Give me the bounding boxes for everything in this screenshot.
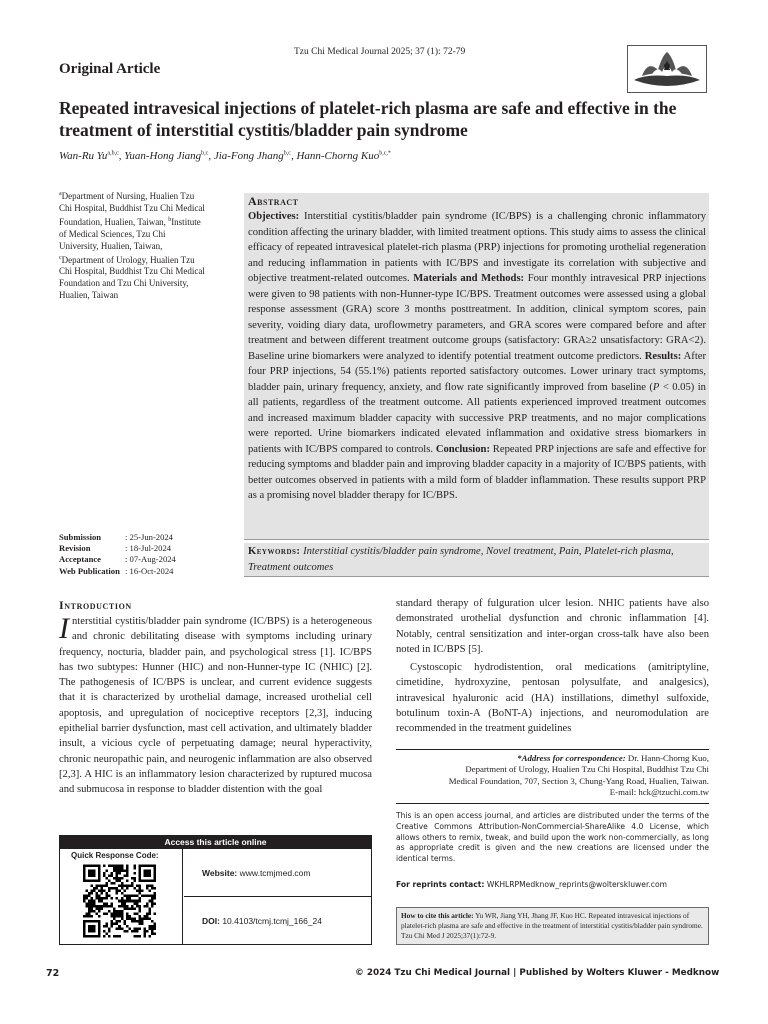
results-p-symbol: P bbox=[652, 381, 660, 393]
date-label: Submission bbox=[59, 532, 102, 542]
reprints-label: For reprints contact: bbox=[396, 880, 485, 889]
website-label: Website: bbox=[202, 868, 238, 878]
date-value: : 07-Aug-2024 bbox=[125, 554, 176, 565]
results-text-b: < 0.05) in all patients, regardless of the treatment outcome. All patients experienced improved treatment outcomes and increased maximum bladder capacity with successive PRP treatments, and no major complications were reported. Urine biomarkers indicated elevated inflammation and oxidative stress biomarkers in patients with IC/BPS compared to controls. bbox=[248, 381, 706, 455]
access-online-box bbox=[59, 835, 372, 945]
correspondence-name: Dr. Hann-Chorng Kuo, bbox=[625, 753, 709, 763]
qr-code-icon[interactable] bbox=[83, 864, 156, 938]
objectives-text: Interstitial cystitis/bladder pain syndrome (IC/BPS) is a challenging chronic inflammatory condition affecting the urinary bladder, with limited treatment options. This study aims to assess the clinical efficacy of repeated intravesical platelet-rich plasma (PRP) injections for promoting urothelial regeneration and reducing inflammation in patients with IC/BPS and investigate its correlation with subjective and objective treatment-related outcomes. bbox=[248, 211, 706, 284]
date-label: Web Publication bbox=[59, 565, 120, 576]
author-affiliation-mark: b,c bbox=[283, 150, 291, 157]
author-affiliation-mark: b,c bbox=[201, 150, 209, 157]
conclusion-text: Repeated PRP injections are safe and effective for reducing symptoms and bladder pain and improving bladder capacity in a majority of IC/BPS patients, with better outcomes observed in patients with a mild form of bladder inflammation. These results support PRP as a promising novel bladder therapy for IC/BPS. bbox=[248, 443, 706, 501]
methods-text: Four monthly intravesical PRP injections were given to 98 patients with non-Hunner-type IC/BPS. Treatment outcomes were assessed using a global response assessment (GRA) score 3 months posttreatment. In addition, clinical symptom scores, pain severity, voiding diary data, uroflowmetry parameters, and GRA scores were compared before and after treatment and between different treatment outcome groups (satisfactory: GRA≥2 unsatisfactory: GRA<2). Baseline urine biomarkers were analyzed to identify potential treatment outcome predictors. bbox=[248, 273, 706, 362]
journal-logo bbox=[627, 45, 707, 93]
introduction-paragraph-2: Cystoscopic hydrodistention, oral medications (amitriptyline, cimetidine, hydroxyzine, pentosan polysulfate, and analgesics), intravesical hyaluronic acid (HA) instillations, dimethyl sulfoxide, botulinum toxin-A (BoNT-A) injections, and neuromodulation are recommended in the treatment guidelines bbox=[396, 662, 709, 735]
keywords-text: Interstitial cystitis/bladder pain syndrome, Novel treatment, Pain, Platelet-rich plasma, Treatment outcomes bbox=[248, 546, 674, 573]
keywords-label: Keywords: bbox=[248, 546, 301, 557]
date-value: : 16-Oct-2024 bbox=[125, 565, 174, 576]
doi-value[interactable]: 10.4103/tcmj.tcmj_166_24 bbox=[219, 916, 323, 926]
introduction-paragraph-1: nterstitial cystitis/bladder pain syndrome (IC/BPS) is a heterogeneous and chronic debilitating disease with symptoms including urinary frequency, nocturia, bladder pain, and psychological stress [1]. IC/BPS has two subtypes: Hunner (HIC) and non-Hunner-type IC (NHIC) [2]. The pathogenesis of IC/BPS is unclear, and current evidence suggests that it is characterized by urothelial damage, increased urothelial cell apoptosis, and upregulation of nociceptive receptors [2,3], inducing epithelial barrier dysfunction, mast cell activation, and ultimately bladder insult, a vicious cycle of perpetuating damage; neural hyperactivity, chronic neuropathic pain, and neurogenic inflammation are also observed [2,3]. A HIC is an inflammatory lesion characterized by ruptured mucosa and submucosa in response to bladder distention with the goal bbox=[59, 616, 372, 796]
results-text-a: After four PRP injections, 54 (55.1%) patients reported satisfactory outcomes. Lower urinary tract symptoms, bladder pain, urinary frequency, anxiety, and flow rate significantly improved from baseline ( bbox=[248, 350, 706, 393]
introduction-paragraph-continued: standard therapy of fulguration ulcer lesion. NHIC patients have also demonstrated urothelial dysfunction and chronic inflammation [4]. Notably, central sensitization and inter-organ cross-talk have also been noted in IC/BPS [5]. bbox=[396, 598, 709, 655]
date-value: : 18-Jul-2024 bbox=[125, 543, 172, 554]
author-name: Wan-Ru Yu bbox=[59, 150, 108, 162]
correspondence-line: Department of Urology, Hualien Tzu Chi Hospital, Buddhist Tzu Chi bbox=[465, 764, 709, 775]
affiliation-mark: c bbox=[59, 254, 62, 261]
author-name: Jia-Fong Jhang bbox=[213, 150, 284, 162]
introduction-heading: Introduction bbox=[59, 598, 132, 612]
affiliation-text: Department of Nursing, Hualien Tzu Chi Hospital, Buddhist Tzu Chi Medical Foundation, Hualien, Taiwan, bbox=[59, 191, 205, 227]
qr-cell bbox=[60, 849, 183, 944]
date-label: Acceptance bbox=[59, 554, 101, 565]
abstract-body bbox=[248, 209, 706, 504]
objectives-label: Objectives: bbox=[248, 211, 300, 222]
reprints-contact bbox=[396, 880, 709, 889]
author-name: Hann-Chorng Kuo bbox=[296, 150, 380, 162]
author-list: Wan-Ru Yu$^{a,b,c}$, Yuan-Hong Jiang$^{b,c}$, Jia-Fong Jhang$^{b,c}$, Hann-Chorng Kuo$^{b,c,*}$ bbox=[59, 150, 391, 162]
abstract-heading: Abstract bbox=[248, 194, 299, 208]
article-type: Original Article bbox=[59, 61, 161, 77]
date-row bbox=[59, 554, 176, 565]
journal-reference: Tzu Chi Medical Journal 2025; 37 (1): 72-79 bbox=[294, 47, 466, 57]
author-affiliation-mark: b,c,* bbox=[379, 150, 391, 157]
reprints-email[interactable]: WKHLRPMedknow_reprints@wolterskluwer.com bbox=[484, 880, 668, 889]
access-heading: Access this article online bbox=[60, 836, 371, 849]
affiliation-text: Department of Urology, Hualien Tzu Chi Hospital, Buddhist Tzu Chi Medical Foundation and Tzu Chi University, Hualien, Taiwan bbox=[59, 254, 205, 301]
divider bbox=[396, 749, 709, 750]
doi-label: DOI: bbox=[202, 916, 220, 926]
keywords bbox=[248, 544, 706, 575]
correspondence-line: Medical Foundation, 707, Section 3, Chung-Yang Road, Hualien, Taiwan. bbox=[448, 775, 709, 786]
drop-cap: I bbox=[59, 612, 69, 645]
conclusion-label: Conclusion: bbox=[435, 443, 490, 455]
website-url[interactable]: www.tcmjmed.com bbox=[237, 868, 311, 878]
author-affiliation-mark: a,b,c bbox=[107, 150, 119, 157]
website-link[interactable] bbox=[202, 868, 311, 878]
article-dates bbox=[59, 532, 176, 577]
website-cell bbox=[184, 849, 371, 897]
lotus-logo-icon bbox=[628, 46, 706, 92]
qr-label: Quick Response Code: bbox=[71, 851, 159, 860]
footer-copyright: © 2024 Tzu Chi Medical Journal | Published by Wolters Kluwer - Medknow bbox=[355, 968, 720, 978]
affiliations bbox=[59, 189, 207, 302]
doi-link[interactable] bbox=[202, 916, 322, 926]
methods-label: Materials and Methods: bbox=[413, 273, 525, 284]
correspondence-label: *Address for correspondence: bbox=[517, 753, 626, 763]
author-name: Yuan-Hong Jiang bbox=[124, 150, 202, 162]
divider bbox=[396, 803, 709, 804]
cite-label: How to cite this article: bbox=[401, 911, 474, 920]
results-label: Results: bbox=[644, 350, 682, 362]
correspondence-email[interactable]: E-mail: hck@tzuchi.com.tw bbox=[609, 787, 709, 798]
affiliation-mark: a bbox=[59, 191, 62, 197]
cite-text: Yu WR, Jiang YH, Jhang JF, Kuo HC. Repeated intravesical injections of platelet-rich plasma are safe and effective in the treatment of interstitial cystitis/bladder pain syndrome. Tzu Chi Med J 2025;37(1):72-9. bbox=[401, 911, 703, 941]
date-row bbox=[59, 543, 176, 554]
affiliation-text: Institute of Medical Sciences, Tzu Chi University, Hualien, Taiwan, bbox=[59, 216, 201, 251]
article-title: Repeated intravesical injections of platelet-rich plasma are safe and effective in the treatment of interstitial cystitis/bladder pain syndrome bbox=[59, 98, 677, 140]
date-row bbox=[59, 566, 176, 577]
how-to-cite-box bbox=[396, 907, 709, 945]
introduction-left-column bbox=[59, 614, 372, 798]
date-value: : 25-Jun-2024 bbox=[125, 532, 173, 542]
date-label: Revision bbox=[59, 543, 91, 554]
page-number: 72 bbox=[46, 968, 60, 979]
date-row bbox=[59, 532, 176, 543]
affiliation-mark: b bbox=[168, 216, 172, 223]
license-notice: This is an open access journal, and articles are distributed under the terms of the Creative Commons Attribution-NonCommercial-ShareAlike 4.0 License, which allows others to remix, tweak, and build upon the work non-commercially, as long as appropriate credit is given and the new creations are licensed under the identical terms. bbox=[396, 811, 709, 864]
correspondence-address bbox=[396, 753, 709, 799]
